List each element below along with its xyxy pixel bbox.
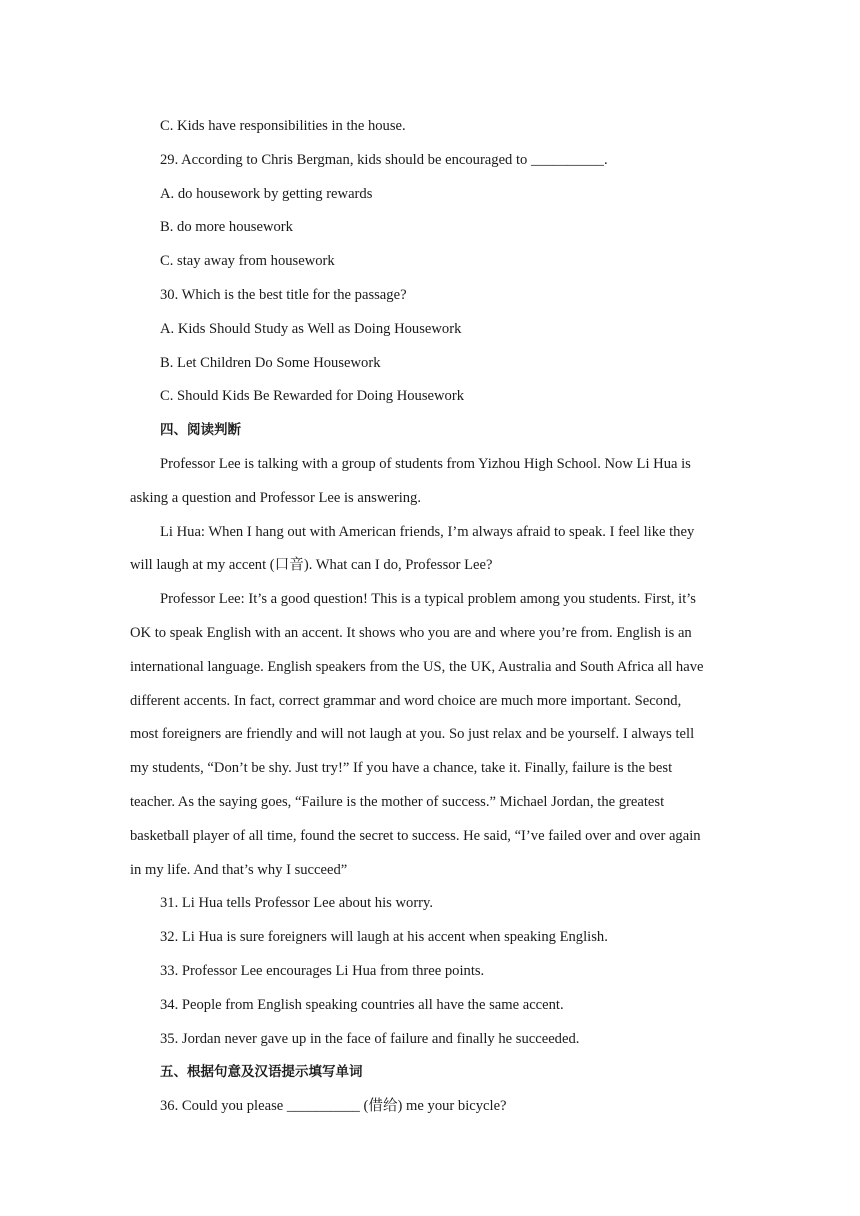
section-heading: 四、阅读判断: [160, 422, 241, 439]
text-line: 34. People from English speaking countries all have the same accent.: [160, 996, 564, 1013]
text-line: A. do housework by getting rewards: [160, 185, 373, 202]
text-line: 30. Which is the best title for the passage?: [160, 286, 407, 303]
text-line: Li Hua: When I hang out with American friends, I’m always afraid to speak. I feel like they: [160, 523, 695, 540]
text-line: A. Kids Should Study as Well as Doing Housework: [160, 320, 462, 337]
text-line: 33. Professor Lee encourages Li Hua from three points.: [160, 962, 485, 979]
text-line: Professor Lee is talking with a group of students from Yizhou High School. Now Li Hua is: [160, 455, 691, 472]
text-line: asking a question and Professor Lee is answering.: [130, 489, 421, 506]
text-line: will laugh at my accent (口音). What can I do, Professor Lee?: [130, 557, 493, 574]
text-line: C. stay away from housework: [160, 253, 335, 270]
text-line: international language. English speakers from the US, the UK, Australia and South Africa all have: [130, 658, 704, 675]
text-line: 35. Jordan never gave up in the face of failure and finally he succeeded.: [160, 1030, 580, 1047]
text-line: teacher. As the saying goes, “Failure is the mother of success.” Michael Jordan, the greatest: [130, 793, 665, 810]
text-line: most foreigners are friendly and will not laugh at you. So just relax and be yourself. I always tell: [130, 726, 695, 743]
text-line: different accents. In fact, correct grammar and word choice are much more important. Second,: [130, 692, 682, 709]
text-line: 36. Could you please __________ (借给) me your bicycle?: [160, 1098, 507, 1115]
text-line: C. Kids have responsibilities in the house.: [160, 118, 406, 134]
text-line: B. do more housework: [160, 219, 293, 236]
text-line: C. Should Kids Be Rewarded for Doing Housework: [160, 388, 465, 405]
section-heading: 五、根据句意及汉语提示填写单词: [160, 1064, 363, 1081]
document-body: [130, 110, 730, 1124]
text-line: OK to speak English with an accent. It shows who you are and where you’re from. English is an: [130, 624, 692, 641]
text-line: in my life. And that’s why I succeed”: [130, 861, 348, 878]
text-line: 29. According to Chris Bergman, kids should be encouraged to __________.: [160, 151, 608, 168]
text-line: 32. Li Hua is sure foreigners will laugh at his accent when speaking English.: [160, 929, 608, 946]
text-line: 31. Li Hua tells Professor Lee about his worry.: [160, 895, 434, 912]
text-line: B. Let Children Do Some Housework: [160, 354, 381, 371]
text-line: basketball player of all time, found the secret to success. He said, “I’ve failed over and over again: [130, 827, 701, 844]
text-line: Professor Lee: It’s a good question! This is a typical problem among you students. First, it’s: [160, 591, 696, 608]
text-line: my students, “Don’t be shy. Just try!” If you have a chance, take it. Finally, failure is the best: [130, 760, 673, 777]
